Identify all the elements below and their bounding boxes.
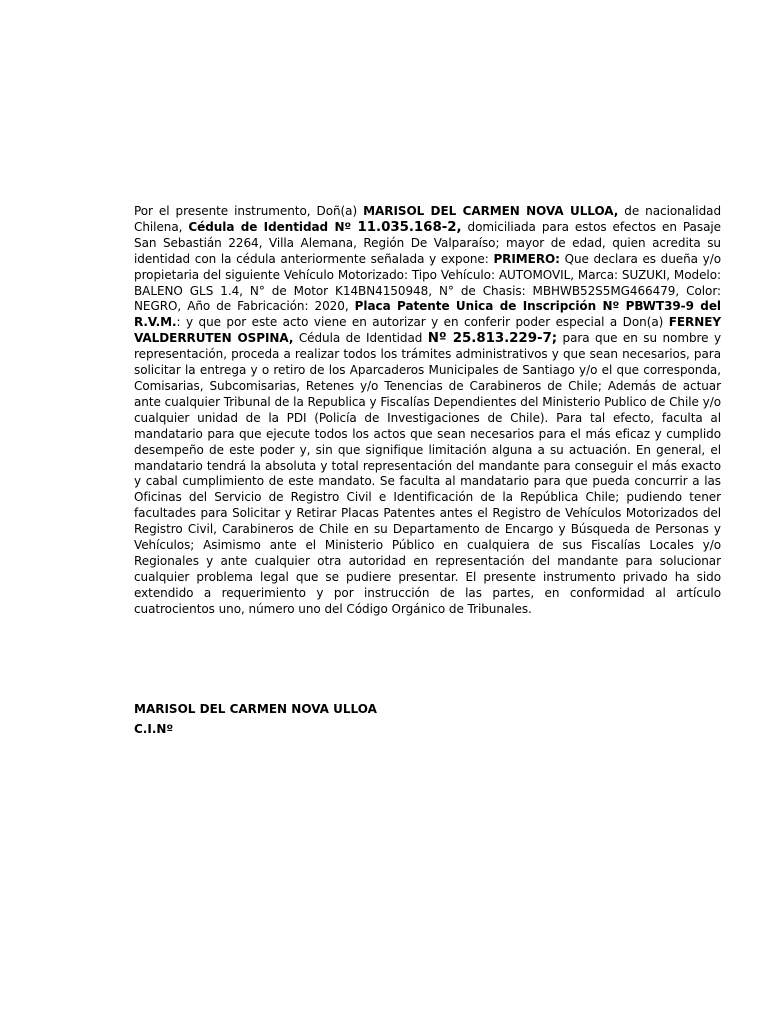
mandate-body-text: para que en su nombre y representación, proceda a realizar todos los trámites administrativos y que sean necesarios, para solicitar la entrega y o retiro de los Aparcaderos Municipales de Santiago y/o el que corresponda, Comisarias, Subcomisarias, Retenes y/o Tenencias de Carabineros de Chile; Además de actuar ante cualquier Tribunal de la Republica y Fiscalías Dependientes del Ministerio Publico de Chile y/o cualquier unidad de la PDI (Policía de Investigaciones de Chile). Para tal efecto, faculta al mandatario para que ejecute todos los actos que sean necesarios para el más eficaz y cumplido desempeño de este poder y, sin que signifique limitación alguna a su actuación. En general, el mandatario tendrá la absoluta y total representación del mandante para conseguir el más exacto y cabal cumplimiento de este mandato. Se faculta al mandatario para que pueda concurrir a las Oficinas del Servicio de Registro Civil e Identificación de la República Chile; pudiendo tener facultades para Solicitar y Retirar Placas Patentes antes el Registro de Vehículos Motorizados del Registro Civil, Carabineros de Chile en su Departamento de Encargo y Búsqueda de Personas y Vehículos; Asimismo ante el Ministerio Público en cualquiera de sus Fiscalías Locales y/o Regionales y ante cualquier otra autoridad en representación del mandante para solucionar cualquier problema legal que se pudiere presentar. El presente instrumento privado ha sido extendido a requerimiento y por instrucción de las partes, en conformidad al artículo cuatrocientos uno, número uno del Código Orgánico de Tribunales. <box>134 331 721 616</box>
attorney-id-number: Nº 25.813.229-7; <box>427 331 558 347</box>
intro-text: Por el presente instrumento, Doñ(a) <box>134 204 364 218</box>
power-of-attorney-paragraph <box>134 204 721 618</box>
attorney-id-label: Cédula de Identidad <box>293 331 428 346</box>
signature-id-label: C.I.Nº <box>134 722 174 736</box>
address-text: domiciliada para estos efectos en Pasaje San Sebastián 2264, Villa Alemana, Región De Valparaíso; mayor de edad, quien acredita su identidad con la cédula anteriormente señalada y expone: <box>134 219 721 266</box>
vehicle-description: Que declara es dueña y/o propietaria del siguiente Vehículo Motorizado: Tipo Vehículo: AUTOMOVIL, Marca: SUZUKI, Modelo: BALENO GLS 1.4, N° de Motor K14BN4150948, N° de Chasis: MBHWB52S5MG466479, Color: NEGRO, Año de Fabricación: 2020, <box>134 251 722 314</box>
first-clause-label: PRIMERO: <box>493 251 560 266</box>
power-text: : y que por este acto viene en autorizar y en conferir poder especial a Don(a) <box>176 315 669 330</box>
grantor-id-label: Cédula de Identidad Nº <box>188 219 358 234</box>
nationality-text: de nacionalidad Chilena, <box>134 204 722 234</box>
plate-label: Placa Patente Unica de Inscripción Nº PBWT39-9 del R.V.M. <box>134 299 721 330</box>
signature-name: MARISOL DEL CARMEN NOVA ULLOA <box>134 702 377 716</box>
attorney-name: FERNEY VALDERRUTEN OSPINA, <box>134 315 721 346</box>
grantor-id-number: 11.035.168-2, <box>357 219 462 235</box>
grantor-name: MARISOL DEL CARMEN NOVA ULLOA, <box>363 204 619 218</box>
